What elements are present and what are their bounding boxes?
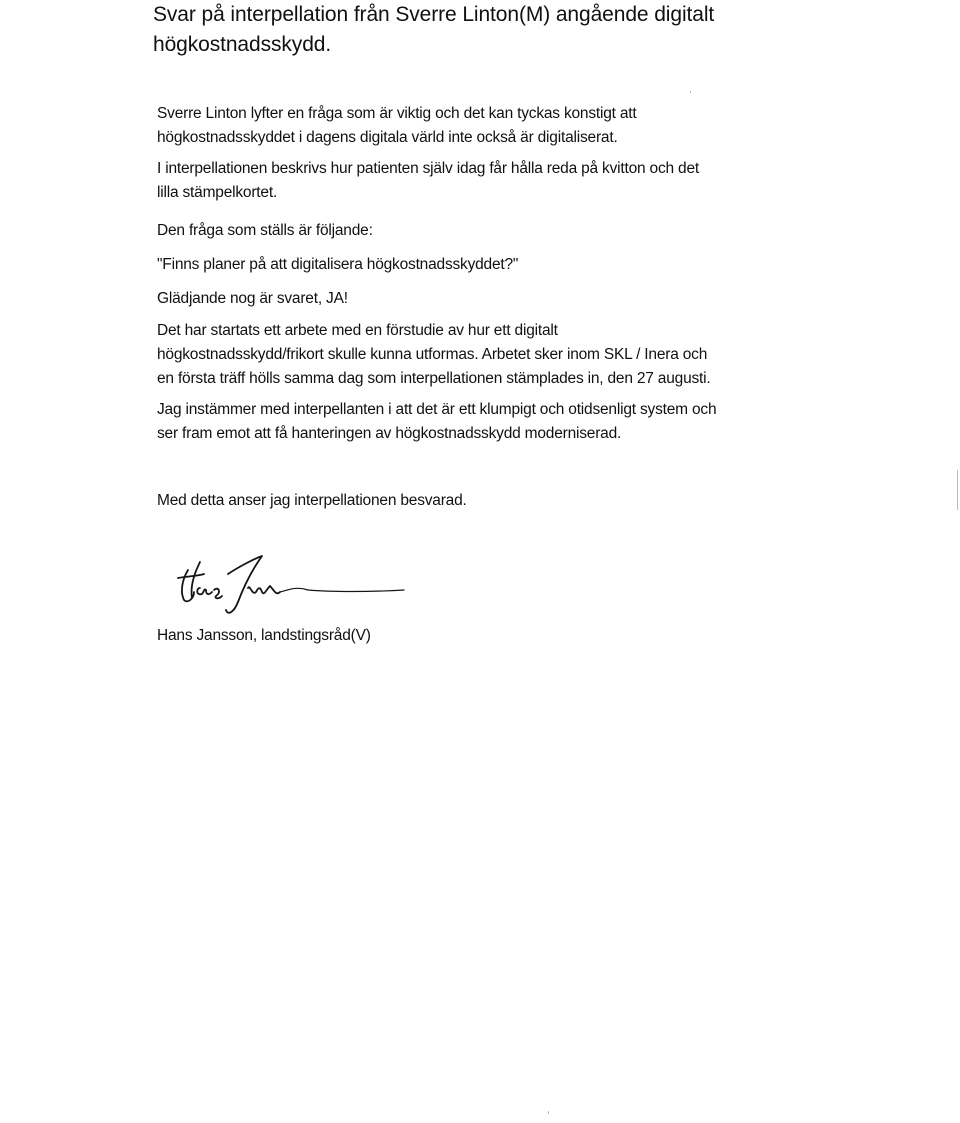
text-line: Sverre Linton lyfter en fråga som är viktig och det kan tyckas konstigt att	[157, 105, 637, 122]
text-line: I interpellationen beskrivs hur patienten själv idag får hålla reda på kvitton och det	[157, 160, 699, 177]
text-line: Det har startats ett arbete med en förstudie av hur ett digitalt	[157, 322, 558, 339]
document-title	[153, 0, 853, 60]
text-line: lilla stämpelkortet.	[157, 184, 278, 201]
text-line: ser fram emot att få hanteringen av högkostnadsskydd moderniserad.	[157, 425, 622, 442]
scan-edge-mark	[957, 470, 958, 510]
paragraph-work-started	[157, 319, 807, 391]
text-line: Jag instämmer med interpellanten i att det är ett klumpigt och otidsenligt system och	[157, 401, 717, 418]
scan-speck	[690, 91, 691, 93]
scan-speck	[548, 1111, 549, 1114]
text-line: högkostnadsskydd/frikort skulle kunna utformas. Arbetet sker inom SKL / Inera och	[157, 346, 708, 363]
text-line: Glädjande nog är svaret, JA!	[157, 290, 348, 307]
text-line: Den fråga som ställs är följande:	[157, 222, 373, 239]
text-line: "Finns planer på att digitalisera högkostnadsskyddet?"	[157, 256, 519, 273]
title-line: Svar på interpellation från Sverre Linton(M) angående digitalt	[153, 3, 715, 26]
signatory-name: Hans Jansson, landstingsråd(V)	[157, 627, 371, 644]
title-line: högkostnadsskydd.	[153, 33, 332, 56]
text-line: Med detta anser jag interpellationen besvarad.	[157, 492, 467, 509]
paragraph-answer	[157, 287, 797, 311]
text-line: en första träff hölls samma dag som interpellationen stämplades in, den 27 augusti.	[157, 370, 711, 387]
paragraph-question-intro	[157, 219, 797, 243]
paragraph-description	[157, 157, 807, 205]
paragraph-agreement	[157, 398, 807, 446]
paragraph-closing	[157, 489, 797, 513]
paragraph-question	[157, 253, 797, 277]
text-line: högkostnadsskyddet i dagens digitala värld inte också är digitaliserat.	[157, 129, 618, 146]
paragraph-intro	[157, 102, 797, 150]
